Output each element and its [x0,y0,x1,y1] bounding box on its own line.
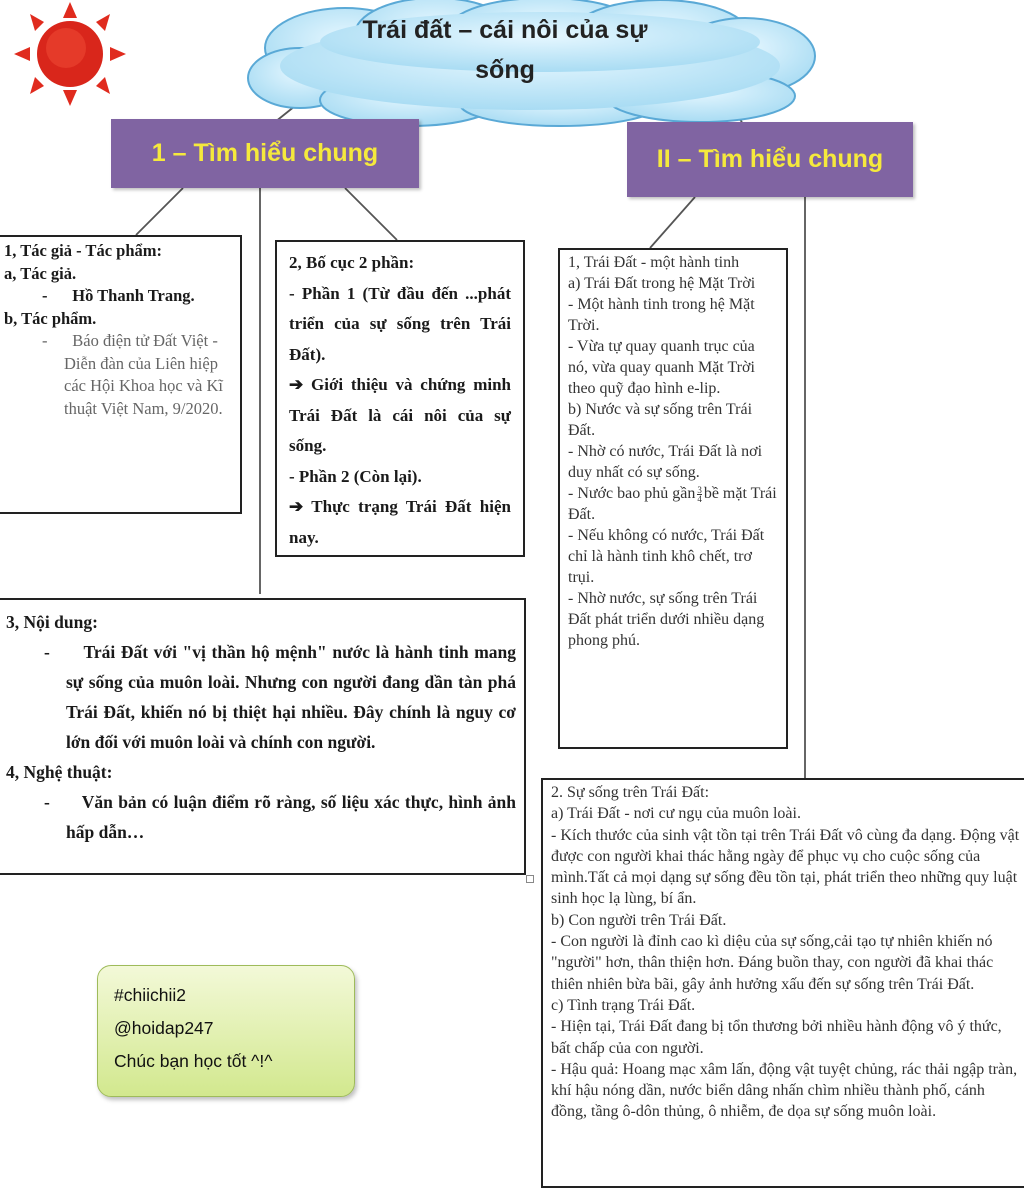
structure-part-2-note [289,492,511,553]
planet-b-4: - Nhờ nước, sự sống trên Trái Đất phát triển dưới nhiều dạng phong phú. [568,590,765,649]
fraction-denominator: 4 [697,493,702,504]
b2-text-start: - Nước bao phủ gần [568,485,696,502]
part-1-note-text: Giới thiệu và chứng minh Trái Đất là cái nôi của sự sống. [289,375,512,455]
bullet: - [42,286,48,305]
content-heading: 3, Nội dung: [6,612,98,632]
planet-a-2: - Vừa tự quay quanh trục của nó, vừa quay quanh Mặt Trời theo quỹ đạo hình e-lip. [568,338,755,397]
author-name-item [4,285,234,308]
arrow-icon: ➔ [289,375,304,394]
work-source-item [4,330,234,420]
diagram-title [330,10,680,90]
planet-box [558,248,788,749]
planet-b-label: b) Nước và sự sống trên Trái Đất. [568,401,753,439]
planet-b-2 [568,483,778,525]
author-name: Hồ Thanh Trang. [72,286,195,305]
signature-note [97,965,355,1097]
life-c-2: - Hậu quả: Hoang mạc xâm lấn, động vật tuyệt chủng, rác thải ngập tràn, khí hậu nóng dần, nước biển dâng nhấn chìm nhiều thành phố, cánh đồng, tầng ô-dôn thủng, ô nhiễm, đe dọa sự sống muôn loài. [551,1060,1018,1121]
title-line-1: Trái đất – cái nôi của sự [362,16,648,44]
note-tag: #chiichii2 [114,985,186,1005]
arrow-icon: ➔ [289,497,304,516]
planet-b-1: - Nhờ có nước, Trái Đất là nơi duy nhất có sự sống. [568,443,763,481]
bullet: - [44,792,50,812]
title-line-2: sống [475,56,535,84]
author-box-heading: 1, Tác giả - Tác phẩm: [4,241,162,260]
resize-handle[interactable] [526,875,534,883]
life-b-1: - Con người là đỉnh cao kì diệu của sự sống,cải tạo tự nhiên khiến nó "người" hơn, thân thiện hơn. Đáng buồn thay, con người đã khai thác thiên nhiên bừa bãi, gây ảnh hưởng xấu đến sự sống trên Trái Đất. [551,933,994,993]
section-header-right: II – Tìm hiểu chung [627,122,913,197]
life-box [541,778,1024,1188]
life-c-1: - Hiện tại, Trái Đất đang bị tổn thương bởi nhiều hành động vô ý thức, bất chấp của con người. [551,1018,1002,1057]
section-header-left: 1 – Tìm hiểu chung [111,119,419,188]
structure-part-1-note [289,370,511,462]
art-heading: 4, Nghệ thuật: [6,762,113,782]
planet-a-1: - Một hành tinh trong hệ Mặt Trời. [568,296,755,334]
structure-part-2: - Phần 2 (Còn lại). [289,466,422,486]
sun-icon [8,2,132,106]
art-text: Văn bản có luận điểm rõ ràng, số liệu xác thực, hình ảnh hấp dẫn… [66,792,517,842]
planet-a-label: a) Trái Đất trong hệ Mặt Trời [568,275,756,292]
structure-part-1: - Phần 1 (Từ đầu đến ...phát triển của sự sống trên Trái Đất). [289,283,511,364]
structure-box [275,240,525,557]
content-item [6,637,516,757]
note-handle: @hoidap247 [114,1018,214,1038]
art-item [6,787,516,847]
note-wish: Chúc bạn học tốt ^!^ [114,1051,273,1071]
fraction [697,486,702,503]
author-label: a, Tác giả. [4,263,77,283]
bullet: - [44,642,50,662]
content-text: Trái Đất với "vị thần hộ mệnh" nước là hành tinh mang sự sống của muôn loài. Nhưng con người đang dần tàn phá Trái Đất, khiến nó bị thiệt hại nhiều. Đây chính là nguy cơ lớn đối với muôn loài và chính con người. [66,642,516,752]
life-a-1: - Kích thước của sinh vật tồn tại trên Trái Đất vô cùng đa dạng. Động vật được con người khai thác hằng ngày để phục vụ cho cuộc sống của mình.Tất cả mọi dạng sự sống đều tồn tại, phát triển theo những quy luật sinh học lạ lùng, bí ẩn. [551,826,1020,908]
life-b-label: b) Con người trên Trái Đất. [551,911,727,929]
bullet: - [42,331,48,350]
work-label: b, Tác phẩm. [4,308,97,328]
life-heading: 2. Sự sống trên Trái Đất: [551,784,710,801]
planet-b-3: - Nếu không có nước, Trái Đất chỉ là hành tinh khô chết, trơ trụi. [568,527,765,586]
fraction-numerator: 3 [697,484,702,495]
life-c-label: c) Tình trạng Trái Đất. [551,996,696,1014]
b2-text-end: bề mặt Trái Đất. [568,485,777,523]
content-art-box [0,598,526,875]
planet-heading: 1, Trái Đất - một hành tinh [568,254,740,271]
life-a-label: a) Trái Đất - nơi cư ngụ của muôn loài. [551,805,801,823]
part-2-note-text: Thực trạng Trái Đất hiện nay. [289,497,511,547]
author-work-box [0,235,242,514]
work-source: Báo điện tử Đất Việt - Diễn đàn của Liên hiệp các Hội Khoa học và Kĩ thuật Việt Nam, 9/2020. [64,331,223,418]
structure-heading: 2, Bố cục 2 phần: [289,253,415,272]
